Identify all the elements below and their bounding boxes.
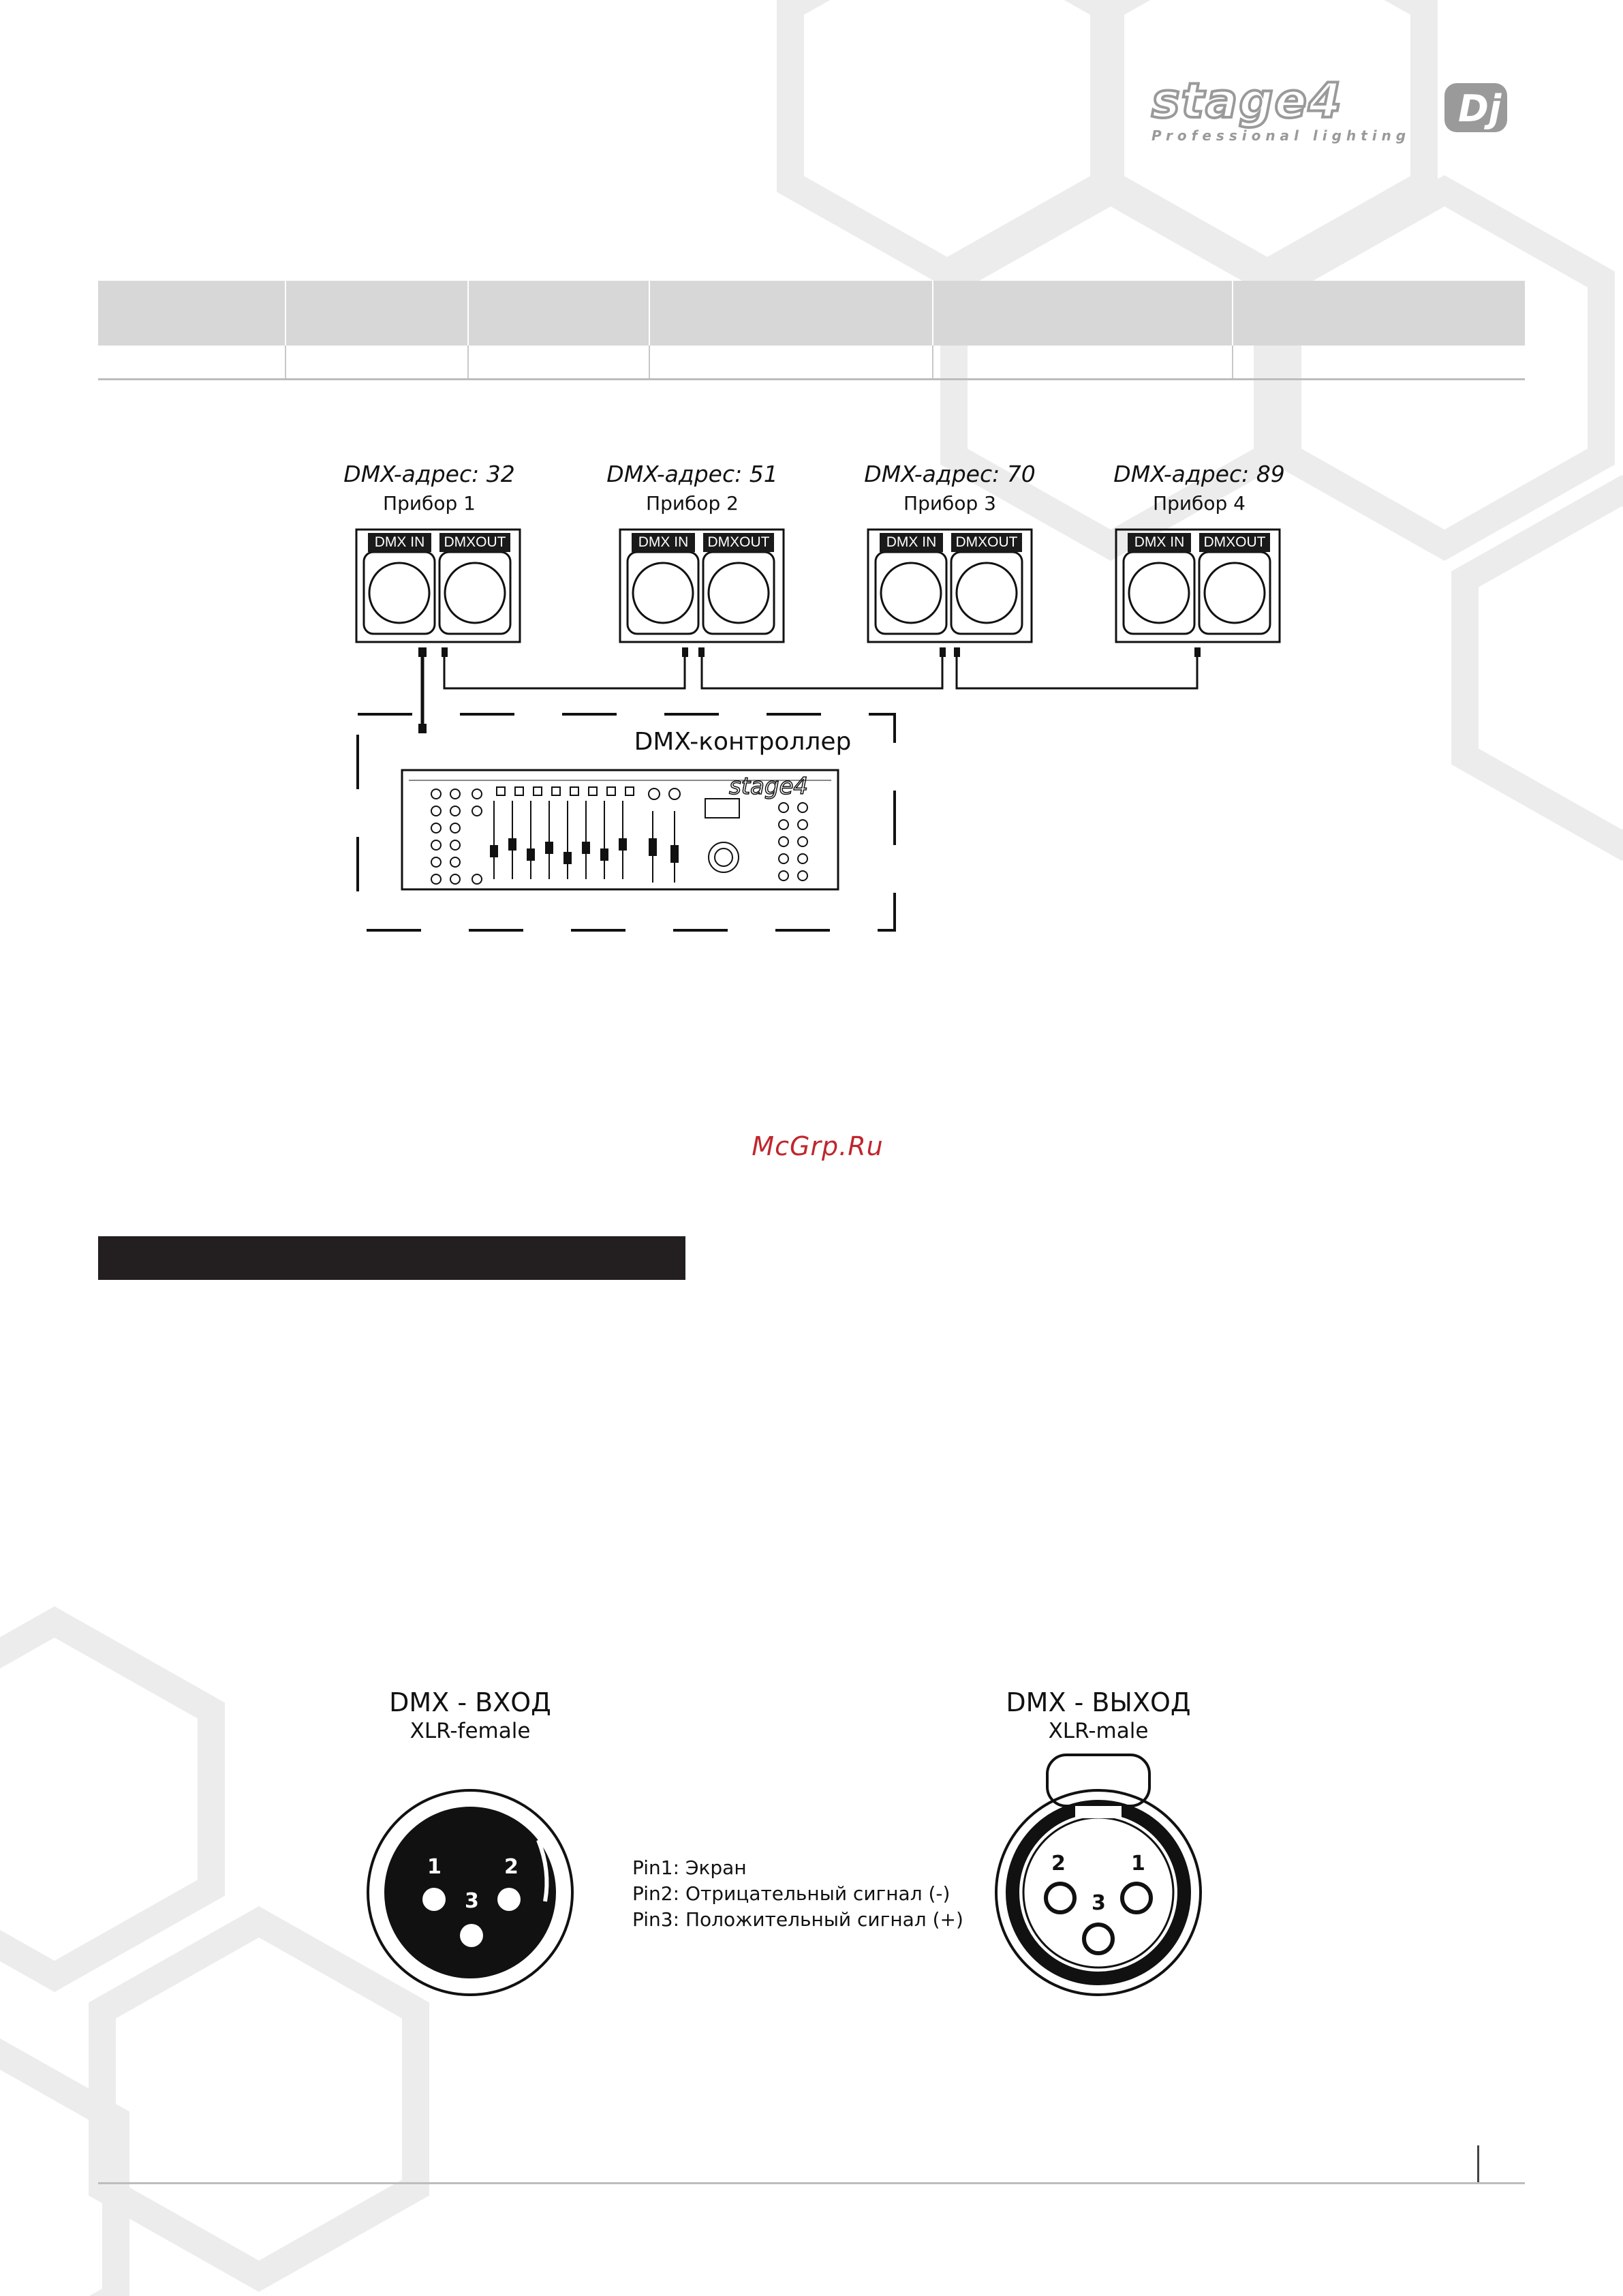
input-pin-label: 1 (427, 1855, 442, 1879)
device-3-name: Прибор 3 (903, 492, 996, 515)
section-header-bar (98, 1236, 685, 1280)
dmx-in-port-label: DMX IN (368, 533, 431, 552)
dmx-out-port-label: DMXOUT (951, 533, 1022, 552)
footer-divider (98, 2182, 1525, 2184)
dmx-out-port-label: DMXOUT (439, 533, 510, 552)
svg-text:stage4: stage4 (1151, 75, 1343, 129)
device-4-name: Прибор 4 (1153, 492, 1246, 515)
controller-scene-buttons (431, 789, 482, 884)
device-2-address: DMX-адрес: 51 (606, 461, 778, 487)
input-connector-subtitle: XLR-female (409, 1719, 531, 1743)
pinout-line: Pin1: Экран (632, 1856, 747, 1879)
xlr-male-connector (996, 1755, 1201, 1995)
input-pin-label: 3 (465, 1889, 479, 1913)
dmx-cable (957, 654, 1197, 688)
controller-function-buttons (779, 803, 807, 881)
device-2-name: Прибор 2 (646, 492, 739, 515)
output-connector-title: DMX - ВЫХОД (1006, 1687, 1191, 1717)
pinout-line: Pin3: Положительный сигнал (+) (632, 1908, 963, 1931)
output-pin-label: 1 (1131, 1852, 1145, 1876)
dmx-in-port-label: DMX IN (632, 533, 695, 552)
dmx-cable (444, 654, 685, 688)
controller-label: DMX-контроллер (634, 728, 852, 756)
controller-jog-wheel (709, 842, 739, 872)
input-pin-label: 2 (504, 1855, 519, 1879)
page-number-marker (1477, 2145, 1479, 2182)
dmx-out-port-label: DMXOUT (1199, 533, 1270, 552)
output-pin-label: 3 (1092, 1891, 1106, 1915)
svg-text:Professional lighting: Professional lighting (1151, 127, 1411, 144)
watermark-text: McGrp.Ru (752, 1131, 884, 1161)
input-connector-title: DMX - ВХОД (389, 1687, 551, 1717)
controller-brand-logo: stage4 (729, 773, 809, 800)
device-1-address: DMX-адрес: 32 (343, 461, 515, 487)
controller-display (705, 799, 739, 818)
controller-faders (494, 787, 680, 883)
output-connector-subtitle: XLR-male (1048, 1719, 1149, 1743)
device-4-address: DMX-адрес: 89 (1113, 461, 1285, 487)
device-1-name: Прибор 1 (383, 492, 476, 515)
dmx-in-port-label: DMX IN (1128, 533, 1191, 552)
output-pin-label: 2 (1051, 1852, 1066, 1876)
dmx-cable (702, 654, 942, 688)
dmx-out-port-label: DMXOUT (703, 533, 774, 552)
pinout-line: Pin2: Отрицательный сигнал (-) (632, 1882, 950, 1905)
device-3-address: DMX-адрес: 70 (864, 461, 1036, 487)
svg-text:Dj: Dj (1458, 87, 1502, 130)
dmx-in-port-label: DMX IN (880, 533, 943, 552)
